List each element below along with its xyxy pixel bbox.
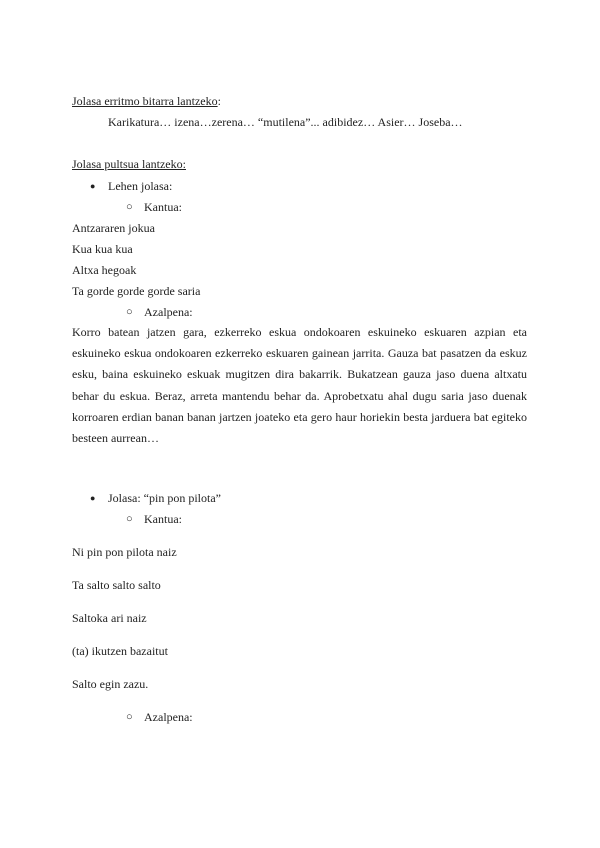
- circle-bullet-icon: ○: [126, 306, 133, 318]
- circle-bullet-icon: ○: [126, 711, 133, 723]
- lyric-line: (ta) ikutzen bazaitut: [72, 644, 168, 658]
- lyric-line: Antzararen jokua: [72, 221, 155, 235]
- heading-erritmo-text: Jolasa erritmo bitarra lantzeko: [72, 94, 218, 108]
- circle-bullet-icon: ○: [126, 513, 133, 525]
- game2-title: Jolasa: “pin pon pilota”: [108, 491, 221, 505]
- lyric-line: Salto egin zazu.: [72, 677, 149, 691]
- circle-bullet-icon: ○: [126, 201, 133, 213]
- example-line: Karikatura… izena…zerena… “mutilena”... adibidez… Asier… Joseba…: [108, 115, 463, 129]
- game1-title: Lehen jolasa:: [108, 179, 173, 193]
- lyric-line: Saltoka ari naiz: [72, 611, 147, 625]
- lyric-line: Ni pin pon pilota naiz: [72, 545, 177, 559]
- game1-song-label: Kantua:: [144, 200, 182, 214]
- game1-explanation-label: Azalpena:: [144, 305, 193, 319]
- lyric-line: Kua kua kua: [72, 242, 133, 256]
- game1-explanation: Korro batean jatzen gara, ezkerreko eskua ondokoaren eskuineko eskuaren azpian eta eskuineko eskua ondokoaren ezkerreko eskuaren gainean jarrita. Gauza bat pasatzen da eskuz esku, baina eskuineko eskuak mugitzen dira bakarrik. Bukatzean gauza jaso duena altxatu behar du eskua. Beraz, arreta mantendu behar da. Aprobetxatu ahal dugu saria jaso duenak korroaren erdian banan banan jartzen joateko eta gero haur horiekin besta jarduera bat egiteko besteen aurrean…: [72, 325, 527, 446]
- bullet-icon: ●: [90, 181, 96, 191]
- heading-erritmo-colon: :: [217, 94, 221, 108]
- heading-pultsua: Jolasa pultsua lantzeko:: [72, 157, 186, 171]
- heading-erritmo: [72, 94, 221, 108]
- bullet-icon: ●: [90, 493, 96, 503]
- game2-song-label: Kantua:: [144, 512, 182, 526]
- lyric-line: Altxa hegoak: [72, 263, 137, 277]
- lyric-line: Ta gorde gorde gorde saria: [72, 284, 201, 298]
- game2-explanation-label: Azalpena:: [144, 710, 193, 724]
- lyric-line: Ta salto salto salto: [72, 578, 161, 592]
